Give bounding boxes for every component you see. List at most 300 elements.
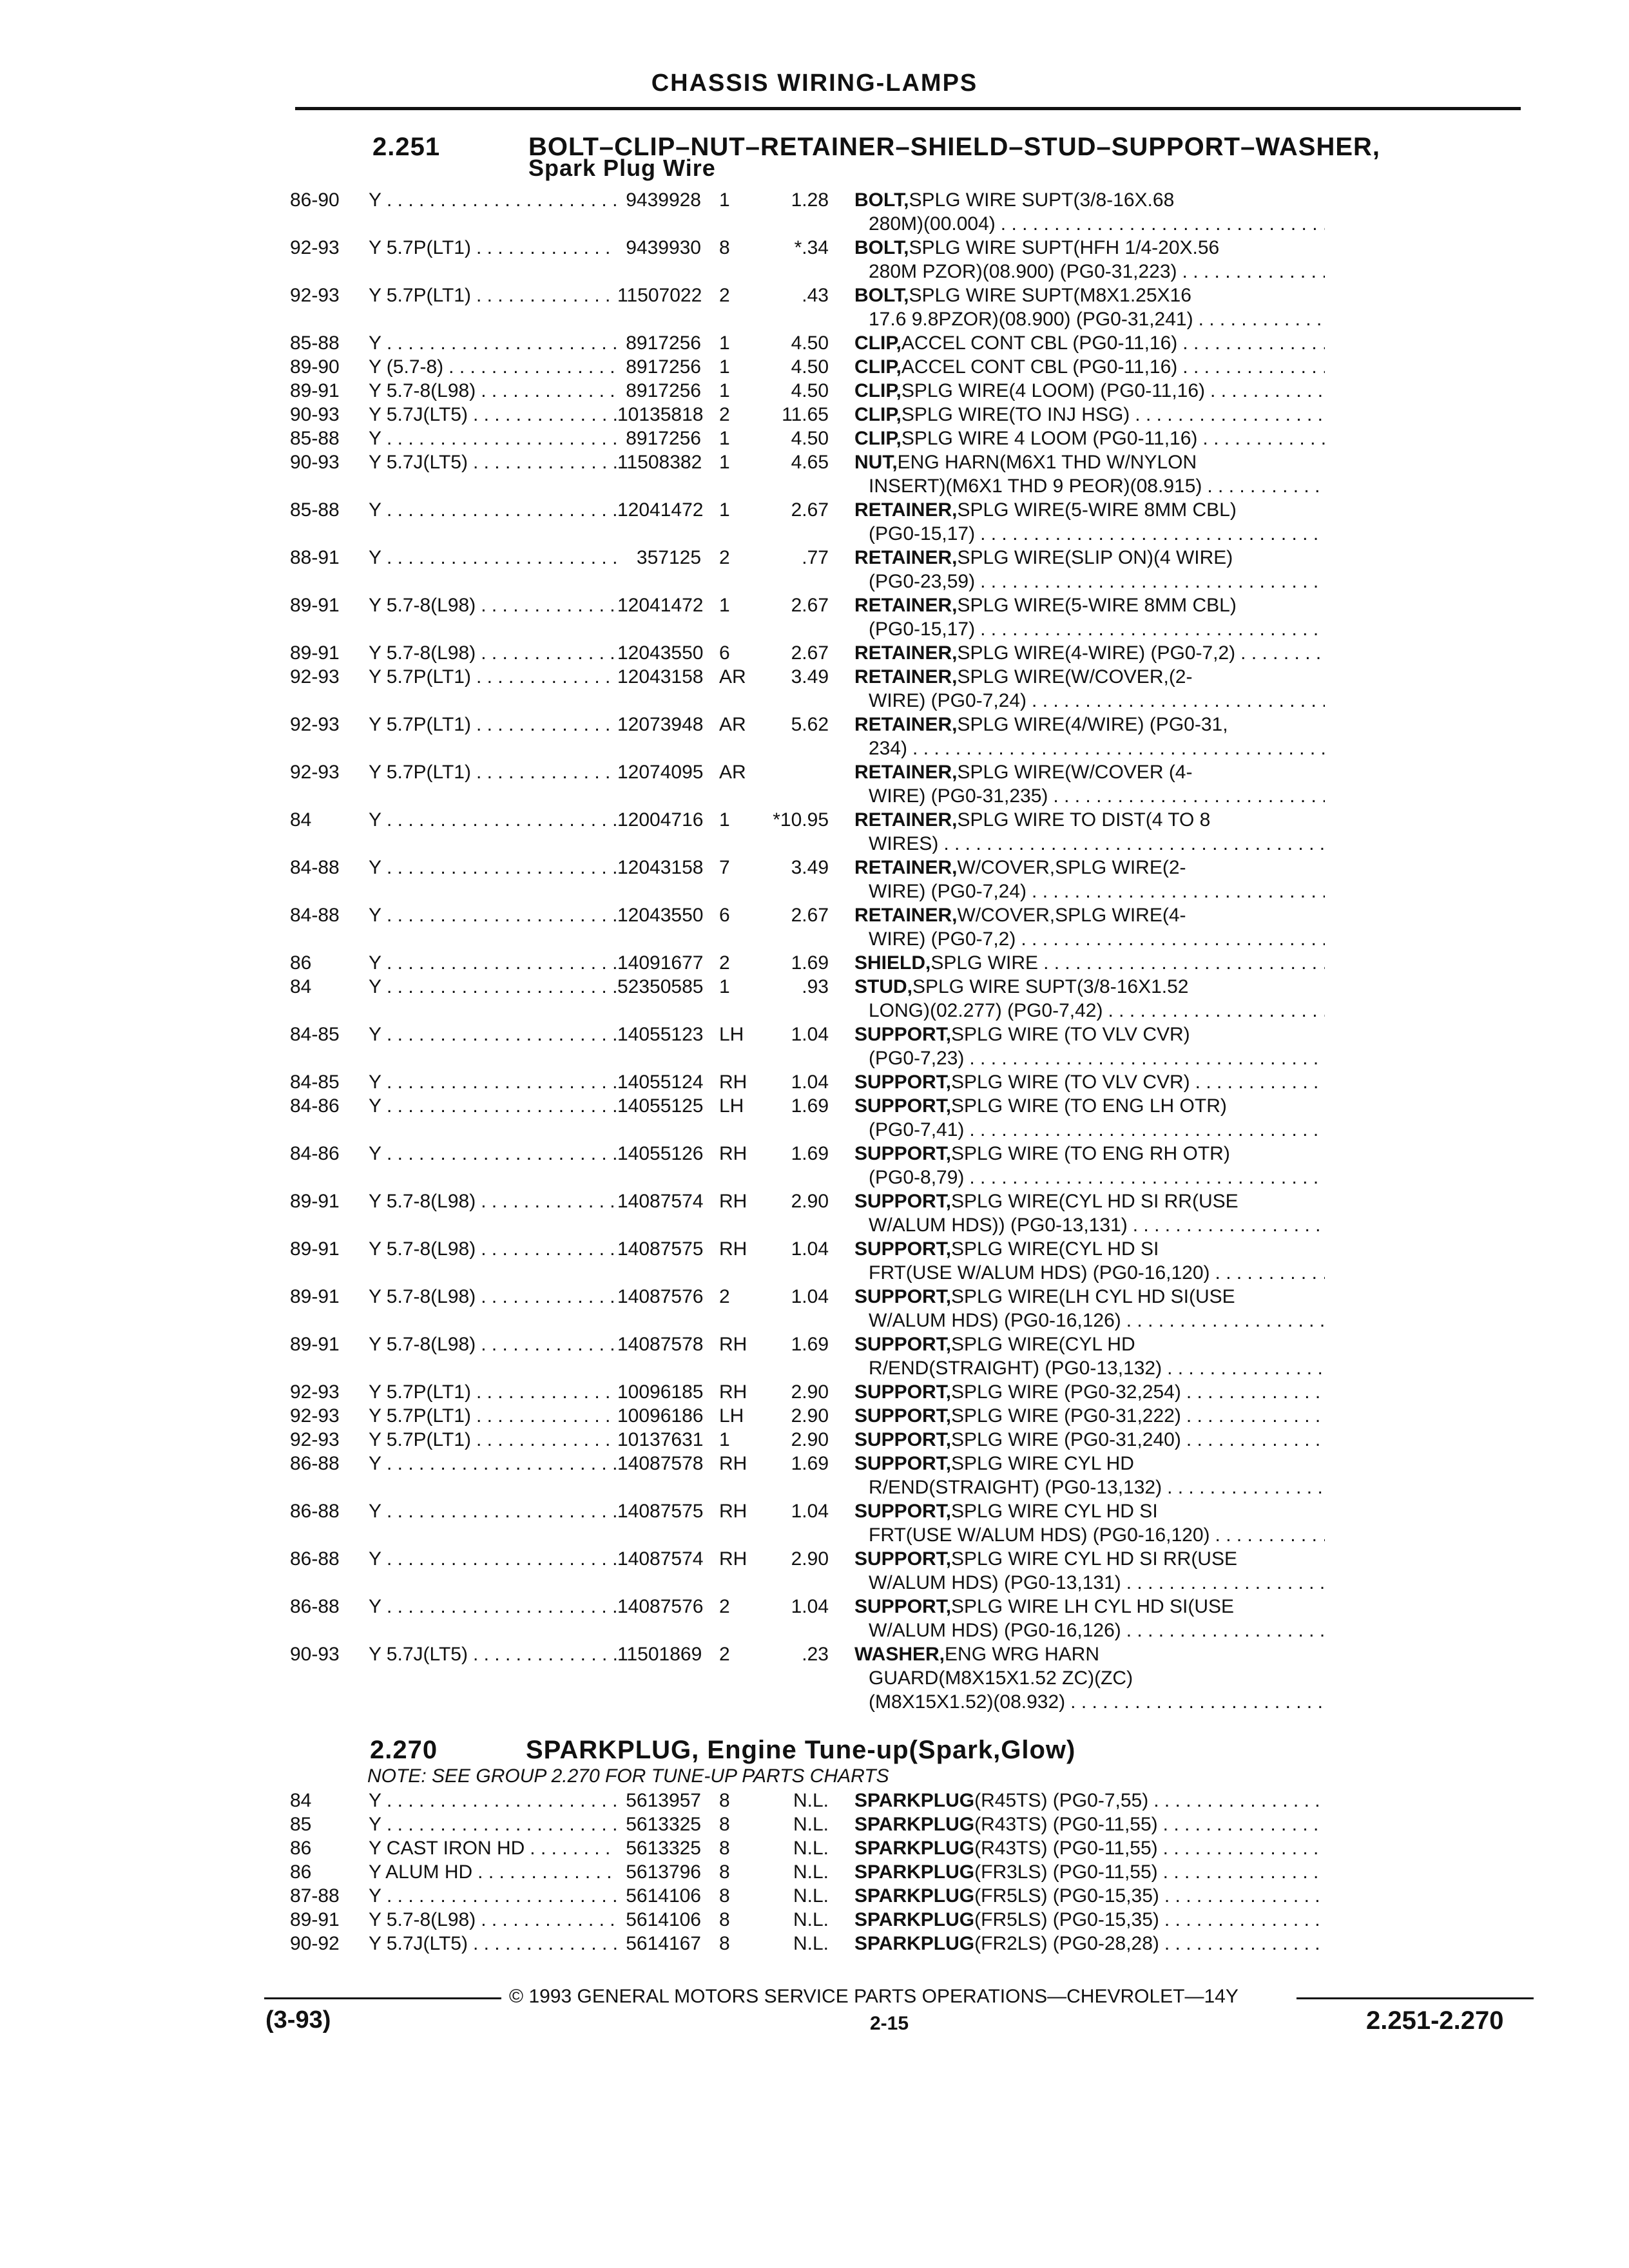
description-line xyxy=(854,999,1325,1023)
leader-dots xyxy=(471,760,617,784)
leader-dots xyxy=(468,450,617,474)
application-cell xyxy=(369,1142,617,1166)
description-text: SPLG WIRE (TO VLV CVR) xyxy=(951,1024,1190,1045)
year-range: 85-88 xyxy=(290,428,340,449)
leader-dots xyxy=(1130,403,1325,427)
application-cell xyxy=(369,1332,617,1356)
price: .77 xyxy=(802,547,829,568)
year-range: 84-85 xyxy=(290,1072,340,1093)
application-text: Y 5.7-8(L98) xyxy=(369,1334,476,1355)
page-header-title: CHASSIS WIRING-LAMPS xyxy=(651,70,978,97)
year-range: 86 xyxy=(290,1838,312,1859)
application-text: Y xyxy=(369,1501,382,1522)
description-cell xyxy=(854,403,1325,427)
description-cell xyxy=(854,1595,1325,1642)
description-name: CLIP, xyxy=(854,404,901,425)
description-cell xyxy=(854,1380,1325,1404)
leader-dots xyxy=(1177,355,1325,379)
quantity: 1 xyxy=(719,595,730,616)
leader-dots xyxy=(1065,1690,1325,1714)
footer-date: (3-93) xyxy=(265,2006,331,2033)
description-text: INSERT)(M6X1 THD 9 PEOR)(08.915) xyxy=(869,476,1202,497)
description-cell xyxy=(854,236,1325,284)
description-cell xyxy=(854,1070,1325,1094)
description-line xyxy=(854,450,1325,474)
part-number: 12041472 xyxy=(617,595,704,616)
quantity: RH xyxy=(719,1548,747,1570)
description-text: SPLG WIRE (TO ENG RH OTR) xyxy=(951,1143,1230,1164)
leader-dots xyxy=(1202,474,1325,498)
section2-number: 2.270 xyxy=(370,1736,438,1764)
description-line xyxy=(854,1046,1325,1070)
description-line xyxy=(854,1836,1325,1860)
description-line xyxy=(854,1356,1325,1380)
application-cell xyxy=(369,498,617,522)
part-number: 14091677 xyxy=(617,952,704,974)
description-cell xyxy=(854,1932,1325,1956)
application-text: Y 5.7J(LT5) xyxy=(369,404,468,425)
description-line xyxy=(854,355,1325,379)
section1-subtitle: Spark Plug Wire xyxy=(528,155,716,181)
application-cell xyxy=(369,1642,617,1666)
price: 2.90 xyxy=(791,1429,829,1450)
description-text: SPLG WIRE(TO INJ HSG) xyxy=(901,404,1130,425)
description-text: (PG0-7,41) xyxy=(869,1119,965,1140)
description-text: SPLG WIRE CYL HD SI RR(USE xyxy=(951,1548,1237,1570)
application-text: Y 5.7P(LT1) xyxy=(369,714,471,735)
quantity: 6 xyxy=(719,905,730,926)
description-cell xyxy=(854,188,1325,236)
description-line xyxy=(854,546,1325,570)
leader-dots xyxy=(907,736,1325,760)
description-line xyxy=(854,570,1325,593)
description-name: CLIP, xyxy=(854,428,901,449)
application-text: Y xyxy=(369,857,382,878)
description-cell xyxy=(854,1452,1325,1499)
part-number: 12074095 xyxy=(617,762,704,783)
application-text: Y xyxy=(369,1814,382,1835)
application-cell xyxy=(369,1812,617,1836)
quantity: 1 xyxy=(719,499,730,521)
part-number: 5614106 xyxy=(626,1909,701,1930)
price: N.L. xyxy=(793,1861,829,1883)
leader-dots xyxy=(1181,1380,1325,1404)
leader-dots xyxy=(1148,1789,1325,1812)
application-cell xyxy=(369,1499,617,1523)
application-text: Y 5.7-8(L98) xyxy=(369,1286,476,1307)
description-text: SPLG WIRE SUPT(HFH 1/4-20X.56 xyxy=(909,237,1220,258)
description-name: RETAINER, xyxy=(854,857,958,878)
part-number: 11501869 xyxy=(617,1644,702,1665)
year-range: 92-93 xyxy=(290,666,340,687)
description-cell xyxy=(854,450,1325,498)
table-row xyxy=(290,1070,1534,1094)
description-name: SUPPORT, xyxy=(854,1453,952,1474)
description-cell xyxy=(854,1836,1325,1860)
part-number: 12043158 xyxy=(617,666,704,687)
description-name: RETAINER, xyxy=(854,499,958,521)
description-cell xyxy=(854,1404,1325,1428)
application-text: Y xyxy=(369,952,382,974)
description-cell xyxy=(854,498,1325,546)
year-range: 86-88 xyxy=(290,1453,340,1474)
application-text: Y xyxy=(369,1548,382,1570)
description-text: WIRES) xyxy=(869,833,939,854)
year-range: 90-92 xyxy=(290,1933,340,1954)
quantity: AR xyxy=(719,714,746,735)
description-name: SUPPORT, xyxy=(854,1429,952,1450)
application-text: Y xyxy=(369,1790,382,1811)
price: 1.04 xyxy=(791,1072,829,1093)
description-cell xyxy=(854,1547,1325,1595)
quantity: 2 xyxy=(719,285,730,306)
table-row xyxy=(290,1789,1534,1812)
price: N.L. xyxy=(793,1933,829,1954)
description-line xyxy=(854,427,1325,450)
quantity: 2 xyxy=(719,547,730,568)
price: 2.90 xyxy=(791,1381,829,1403)
description-cell xyxy=(854,1860,1325,1884)
leader-dots xyxy=(996,212,1325,236)
description-line xyxy=(854,951,1325,975)
year-range: 89-91 xyxy=(290,595,340,616)
description-text: (M8X15X1.52)(08.932) xyxy=(869,1691,1066,1713)
price: *.34 xyxy=(794,237,829,258)
footer-copyright: © 1993 GENERAL MOTORS SERVICE PARTS OPERATIONS—CHEVROLET—14Y xyxy=(509,1986,1239,2007)
year-range: 86 xyxy=(290,952,312,974)
leader-dots xyxy=(938,832,1325,856)
description-name: SPARKPLUG xyxy=(854,1838,975,1859)
price: 4.50 xyxy=(791,356,829,378)
table-row xyxy=(290,1499,1534,1547)
table-row xyxy=(290,951,1534,975)
description-text: 17.6 9.8PZOR)(08.900) (PG0-31,241) xyxy=(869,309,1193,330)
description-line xyxy=(854,284,1325,307)
description-line xyxy=(854,1118,1325,1142)
description-line xyxy=(854,1452,1325,1475)
description-name: RETAINER, xyxy=(854,762,958,783)
leader-dots xyxy=(381,1070,617,1094)
table-row xyxy=(290,1547,1534,1595)
application-cell xyxy=(369,403,617,427)
leader-dots xyxy=(1235,641,1325,665)
part-number: 5613325 xyxy=(626,1814,701,1835)
table-row xyxy=(290,331,1534,355)
application-cell xyxy=(369,546,617,570)
leader-dots xyxy=(1158,1860,1325,1884)
leader-dots xyxy=(468,1642,617,1666)
price: 1.04 xyxy=(791,1596,829,1617)
application-text: Y 5.7P(LT1) xyxy=(369,237,471,258)
quantity: 2 xyxy=(719,1644,730,1665)
quantity: LH xyxy=(719,1024,744,1045)
table-row xyxy=(290,1404,1534,1428)
leader-dots xyxy=(1027,689,1325,713)
leader-dots xyxy=(1159,1908,1325,1932)
description-line xyxy=(854,713,1325,736)
price: 1.69 xyxy=(791,1095,829,1117)
price: N.L. xyxy=(793,1909,829,1930)
description-cell xyxy=(854,546,1325,593)
application-text: Y 5.7-8(L98) xyxy=(369,1238,476,1260)
description-text: W/ALUM HDS) (PG0-16,126) xyxy=(869,1620,1121,1641)
table-row xyxy=(290,1332,1534,1380)
footer-rule-left xyxy=(264,1997,501,1999)
leader-dots xyxy=(1181,1428,1325,1452)
description-name: WASHER, xyxy=(854,1644,945,1665)
part-number: 8917256 xyxy=(626,428,701,449)
description-line xyxy=(854,1261,1325,1285)
price: 1.04 xyxy=(791,1024,829,1045)
leader-dots xyxy=(1121,1619,1325,1642)
quantity: 2 xyxy=(719,952,730,974)
price: 1.69 xyxy=(791,952,829,974)
application-cell xyxy=(369,1789,617,1812)
description-name: SUPPORT, xyxy=(854,1072,952,1093)
leader-dots xyxy=(1197,427,1325,450)
table-row xyxy=(290,593,1534,641)
application-text: Y 5.7P(LT1) xyxy=(369,666,471,687)
description-text: SPLG WIRE(W/COVER,(2- xyxy=(957,666,1193,687)
quantity: RH xyxy=(719,1334,747,1355)
description-name: CLIP, xyxy=(854,356,901,378)
description-line xyxy=(854,1023,1325,1046)
leader-dots xyxy=(1193,307,1325,331)
price: 5.62 xyxy=(791,714,829,735)
description-name: SUPPORT, xyxy=(854,1143,952,1164)
description-line xyxy=(854,1666,1325,1690)
description-text: (FR5LS) (PG0-15,35) xyxy=(974,1909,1159,1930)
application-cell xyxy=(369,808,617,832)
leader-dots xyxy=(476,1237,617,1261)
part-number: 11508382 xyxy=(617,452,702,473)
application-cell xyxy=(369,450,617,474)
description-cell xyxy=(854,1332,1325,1380)
description-name: SUPPORT, xyxy=(854,1334,952,1355)
quantity: 6 xyxy=(719,642,730,664)
description-line xyxy=(854,1285,1325,1309)
quantity: 8 xyxy=(719,1861,730,1883)
quantity: 1 xyxy=(719,452,730,473)
application-text: Y 5.7J(LT5) xyxy=(369,1644,468,1665)
description-line xyxy=(854,498,1325,522)
description-line xyxy=(854,1404,1325,1428)
header-rule xyxy=(295,107,1521,110)
part-number: 12073948 xyxy=(617,714,704,735)
part-number: 8917256 xyxy=(626,332,701,354)
part-number: 12041472 xyxy=(617,499,704,521)
quantity: RH xyxy=(719,1191,747,1212)
description-line xyxy=(854,1332,1325,1356)
description-line xyxy=(854,1932,1325,1956)
year-range: 92-93 xyxy=(290,1381,340,1403)
description-text: SPLG WIRE CYL HD SI xyxy=(951,1501,1158,1522)
year-range: 92-93 xyxy=(290,1405,340,1427)
section1-title: BOLT–CLIP–NUT–RETAINER–SHIELD–STUD–SUPPORT–WASHER, xyxy=(528,133,1381,161)
application-text: Y xyxy=(369,905,382,926)
table-row xyxy=(290,1812,1534,1836)
year-range: 89-91 xyxy=(290,1909,340,1930)
application-cell xyxy=(369,975,617,999)
description-name: SUPPORT, xyxy=(854,1548,952,1570)
table-row xyxy=(290,1023,1534,1070)
description-name: BOLT, xyxy=(854,285,909,306)
quantity: 2 xyxy=(719,404,730,425)
description-name: RETAINER, xyxy=(854,642,958,664)
description-text: SPLG WIRE(CYL HD xyxy=(951,1334,1135,1355)
application-text: Y xyxy=(369,499,382,521)
description-line xyxy=(854,1213,1325,1237)
leader-dots xyxy=(1048,784,1325,808)
description-text: (PG0-8,79) xyxy=(869,1167,965,1188)
table-row xyxy=(290,403,1534,427)
description-name: SPARKPLUG xyxy=(854,1861,975,1883)
quantity: 8 xyxy=(719,1909,730,1930)
description-line xyxy=(854,879,1325,903)
leader-dots xyxy=(381,1595,617,1619)
description-name: RETAINER, xyxy=(854,547,958,568)
description-cell xyxy=(854,1642,1325,1714)
description-cell xyxy=(854,856,1325,903)
description-text: ENG HARN(M6X1 THD W/NYLON xyxy=(897,452,1197,473)
section2-note: NOTE: SEE GROUP 2.270 FOR TUNE-UP PARTS CHARTS xyxy=(367,1765,889,1787)
price: 2.67 xyxy=(791,905,829,926)
year-range: 92-93 xyxy=(290,285,340,306)
description-text: SPLG WIRE SUPT(3/8-16X1.52 xyxy=(912,976,1189,997)
quantity: 1 xyxy=(719,809,730,831)
quantity: LH xyxy=(719,1095,744,1117)
price: 11.65 xyxy=(782,404,829,425)
description-cell xyxy=(854,1237,1325,1285)
application-text: Y 5.7P(LT1) xyxy=(369,1405,471,1427)
description-text: W/ALUM HDS) (PG0-13,131) xyxy=(869,1572,1121,1593)
description-text: LONG)(02.277) (PG0-7,42) xyxy=(869,1000,1103,1021)
description-text: ACCEL CONT CBL (PG0-11,16) xyxy=(901,332,1178,354)
description-text: SPLG WIRE(5-WIRE 8MM CBL) xyxy=(957,595,1237,616)
leader-dots xyxy=(975,617,1325,641)
price: .43 xyxy=(802,285,829,306)
part-number: 14055126 xyxy=(617,1143,704,1164)
description-line xyxy=(854,188,1325,212)
description-name: RETAINER, xyxy=(854,666,958,687)
description-line xyxy=(854,1142,1325,1166)
description-text: FRT(USE W/ALUM HDS) (PG0-16,120) xyxy=(869,1524,1210,1546)
description-text: SPLG WIRE SUPT(M8X1.25X16 xyxy=(909,285,1191,306)
part-number: 5614167 xyxy=(626,1933,701,1954)
description-name: SUPPORT, xyxy=(854,1596,952,1617)
price: 1.04 xyxy=(791,1238,829,1260)
description-text: SPLG WIRE (PG0-31,240) xyxy=(951,1429,1181,1450)
application-text: Y 5.7-8(L98) xyxy=(369,1909,476,1930)
quantity: 1 xyxy=(719,1429,730,1450)
description-line xyxy=(854,1189,1325,1213)
quantity: 8 xyxy=(719,1790,730,1811)
description-line xyxy=(854,593,1325,617)
description-name: SPARKPLUG xyxy=(854,1909,975,1930)
leader-dots xyxy=(381,975,617,999)
application-cell xyxy=(369,1884,617,1908)
leader-dots xyxy=(1016,927,1325,951)
description-line xyxy=(854,1884,1325,1908)
application-text: Y xyxy=(369,1453,382,1474)
quantity: 8 xyxy=(719,1838,730,1859)
price: 4.50 xyxy=(791,428,829,449)
application-text: Y xyxy=(369,332,382,354)
year-range: 87-88 xyxy=(290,1885,340,1907)
description-text: SPLG WIRE(4-WIRE) (PG0-7,2) xyxy=(957,642,1236,664)
quantity: RH xyxy=(719,1501,747,1522)
description-cell xyxy=(854,1499,1325,1547)
table-row xyxy=(290,379,1534,403)
price: *10.95 xyxy=(773,809,829,831)
price: 2.90 xyxy=(791,1191,829,1212)
application-text: Y xyxy=(369,1072,382,1093)
description-line xyxy=(854,665,1325,689)
description-text: (FR2LS) (PG0-28,28) xyxy=(974,1933,1159,1954)
leader-dots xyxy=(381,1094,617,1118)
application-cell xyxy=(369,903,617,927)
description-line xyxy=(854,1523,1325,1547)
part-number: 5613957 xyxy=(626,1790,701,1811)
description-line xyxy=(854,784,1325,808)
part-number: 8917256 xyxy=(626,356,701,378)
description-name: RETAINER, xyxy=(854,595,958,616)
part-number: 8917256 xyxy=(626,380,701,401)
part-number: 14087578 xyxy=(617,1453,704,1474)
leader-dots xyxy=(381,1884,617,1908)
part-number: 14055125 xyxy=(617,1095,704,1117)
leader-dots xyxy=(471,1404,617,1428)
description-name: RETAINER, xyxy=(854,809,958,831)
description-line xyxy=(854,1595,1325,1619)
description-line xyxy=(854,1475,1325,1499)
description-name: SUPPORT, xyxy=(854,1024,952,1045)
description-text: SPLG WIRE 4 LOOM (PG0-11,16) xyxy=(901,428,1198,449)
table-row xyxy=(290,498,1534,546)
description-text: (FR5LS) (PG0-15,35) xyxy=(974,1885,1159,1907)
table-row xyxy=(290,856,1534,903)
leader-dots xyxy=(471,236,617,260)
application-cell xyxy=(369,1428,617,1452)
price: N.L. xyxy=(793,1838,829,1859)
description-line xyxy=(854,1237,1325,1261)
table-row xyxy=(290,546,1534,593)
price: N.L. xyxy=(793,1790,829,1811)
leader-dots xyxy=(381,1023,617,1046)
leader-dots xyxy=(476,379,617,403)
description-text: SPLG WIRE SUPT(3/8-16X.68 xyxy=(909,189,1175,211)
year-range: 90-93 xyxy=(290,452,340,473)
part-number: 14055123 xyxy=(617,1024,704,1045)
leader-dots xyxy=(381,1142,617,1166)
leader-dots xyxy=(1162,1356,1325,1380)
part-number: 10137631 xyxy=(617,1429,704,1450)
leader-dots xyxy=(381,903,617,927)
year-range: 86-88 xyxy=(290,1501,340,1522)
description-cell xyxy=(854,1428,1325,1452)
description-line xyxy=(854,736,1325,760)
quantity: 1 xyxy=(719,428,730,449)
part-number: 14087574 xyxy=(617,1191,704,1212)
description-line xyxy=(854,331,1325,355)
description-text: (PG0-15,17) xyxy=(869,619,976,640)
description-text: ACCEL CONT CBL (PG0-11,16) xyxy=(901,356,1178,378)
description-text: SPLG WIRE(SLIP ON)(4 WIRE) xyxy=(957,547,1233,568)
leader-dots xyxy=(1128,1213,1325,1237)
application-cell xyxy=(369,1932,617,1956)
description-text: (FR3LS) (PG0-11,55) xyxy=(974,1861,1158,1883)
quantity: 7 xyxy=(719,857,730,878)
